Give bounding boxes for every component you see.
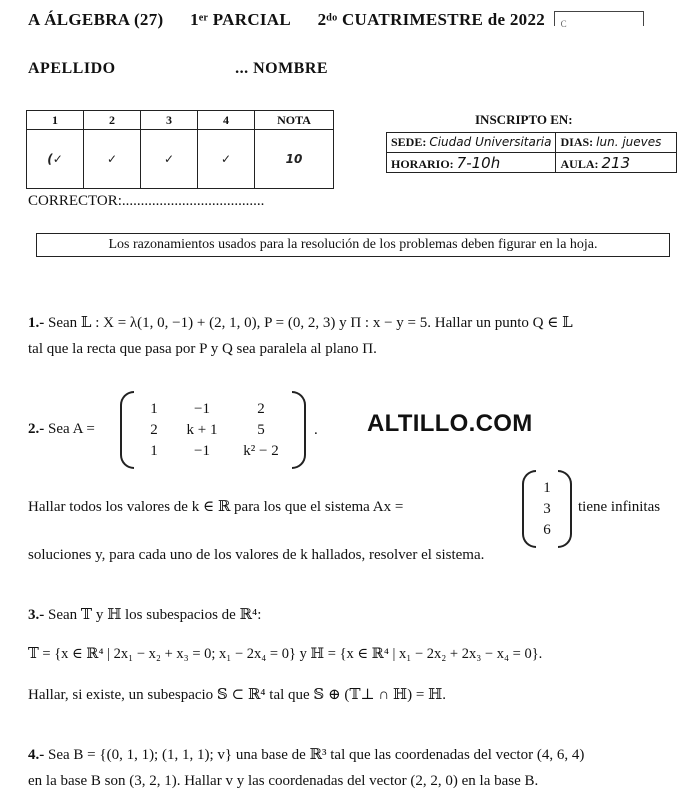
name-separator: ... [235, 60, 249, 77]
inscripto-table [386, 132, 677, 173]
matrix-cell: −1 [194, 442, 210, 459]
problem-1-line-1: Sean 𝕃 : X = λ(1, 0, −1) + (2, 1, 0), P = (0, 2, 3) y Π : x − y = 5. Hallar un punto Q ∈ 𝕃 [48, 315, 573, 331]
vector-b [522, 470, 572, 548]
problem-2-sea-a: Sea A = [48, 421, 95, 437]
problem-2-tiene: tiene infinitas [578, 499, 661, 515]
problem-4 [28, 742, 584, 794]
matrix-cell: 1 [150, 442, 158, 459]
grade-mark-nota: 10 [255, 130, 334, 189]
grade-header-2: 2 [84, 111, 141, 130]
matrix-a [120, 391, 318, 469]
horario-cell [387, 153, 556, 173]
matrix-cell: 2 [257, 400, 265, 417]
matrix-cell: 5 [257, 421, 265, 438]
matrix-cell: k² − 2 [243, 442, 279, 459]
problem-3-line-1: Sean 𝕋 y ℍ los subespacios de ℝ⁴: [48, 607, 262, 623]
exam-header [28, 10, 666, 30]
problem-1-number: 1.- [28, 315, 45, 331]
vector-cell: 6 [543, 521, 551, 538]
problem-4-line-1: Sea B = {(0, 1, 1); (1, 1, 1); v} una base de ℝ³ tal que las coordenadas del vector (4, 6, 4) [48, 747, 585, 763]
matrix-right-bracket [292, 391, 306, 469]
vector-right-bracket [558, 470, 572, 548]
sede-value: Ciudad Universitaria [429, 135, 552, 149]
problem-3 [28, 602, 261, 628]
instructions-notice: Los razonamientos usados para la resolución de los problemas deben figurar en la hoja. [36, 233, 670, 257]
header-term: 2ᵈᵒ CUATRIMESTRE de 2022 [317, 10, 546, 29]
matrix-cell: 1 [150, 400, 158, 417]
problem-3-line-3: Hallar, si existe, un subespacio 𝕊 ⊂ ℝ⁴ tal que 𝕊 ⊕ (𝕋⊥ ∩ ℍ) = ℍ. [28, 687, 446, 703]
aula-value: 213 [601, 153, 631, 172]
dias-label: DIAS: [560, 135, 594, 149]
problem-4-line-2: en la base B son (3, 2, 1). Hallar v y las coordenadas del vector (2, 2, 0) en la base B. [28, 773, 539, 789]
problem-3-line-2: 𝕋 = {x ∈ ℝ⁴ | 2x₁ − x₂ + x₃ = 0; x₁ − 2x₄ = 0} y ℍ = {x ∈ ℝ⁴ | x₁ − 2x₂ + 2x₃ − x₄ = 0}. [28, 646, 543, 662]
matrix-cell: −1 [194, 400, 210, 417]
problem-3-number: 3.- [28, 607, 45, 623]
problem-2-line-3: soluciones y, para cada uno de los valores de k hallados, resolver el sistema. [28, 547, 485, 563]
header-box: C [554, 11, 644, 26]
grade-table [26, 110, 334, 189]
problem-2-number: 2.- [28, 421, 45, 437]
sede-label: SEDE: [391, 135, 427, 149]
grade-mark-1: (✓ [27, 130, 84, 189]
matrix-period: . [314, 421, 318, 438]
corrector-line: CORRECTOR:...................................... [28, 193, 265, 209]
grade-header-3: 3 [141, 111, 198, 130]
vector-left-bracket [522, 470, 536, 548]
dias-cell [556, 133, 677, 153]
matrix-a-entries [134, 401, 292, 460]
problem-4-number: 4.- [28, 747, 45, 763]
apellido-label: APELLIDO [28, 60, 116, 77]
header-exam: 1ᵉʳ PARCIAL [190, 10, 292, 29]
problem-2-hallar: Hallar todos los valores de k ∈ ℝ para los que el sistema Ax = [28, 499, 404, 515]
problem-2-intro [28, 416, 95, 442]
aula-label: AULA: [560, 156, 599, 171]
dias-value: lun. jueves [596, 135, 662, 149]
vector-cell: 3 [543, 500, 551, 517]
aula-cell [556, 153, 677, 173]
grade-mark-4: ✓ [198, 130, 255, 189]
problem-1 [28, 310, 573, 362]
header-subject: A ÁLGEBRA (27) [28, 10, 164, 29]
matrix-left-bracket [120, 391, 134, 469]
nombre-label: NOMBRE [253, 60, 329, 77]
matrix-cell: 2 [150, 421, 158, 438]
grade-header-4: 4 [198, 111, 255, 130]
sede-cell [387, 133, 556, 153]
grade-header-nota: NOTA [255, 111, 334, 130]
problem-1-line-2: tal que la recta que pasa por P y Q sea paralela al plano Π. [28, 341, 377, 357]
horario-value: 7-10h [456, 153, 501, 172]
horario-label: HORARIO: [391, 156, 454, 171]
matrix-cell: k + 1 [186, 421, 218, 438]
altillo-watermark: ALTILLO.COM [367, 410, 533, 437]
grade-mark-2: ✓ [84, 130, 141, 189]
vector-b-entries [536, 480, 558, 539]
problem-2-line-2 [28, 494, 403, 520]
vector-cell: 1 [543, 479, 551, 496]
inscripto-title: INSCRIPTO EN: [475, 112, 573, 127]
name-row [28, 60, 328, 78]
grade-header-1: 1 [27, 111, 84, 130]
grade-mark-3: ✓ [141, 130, 198, 189]
